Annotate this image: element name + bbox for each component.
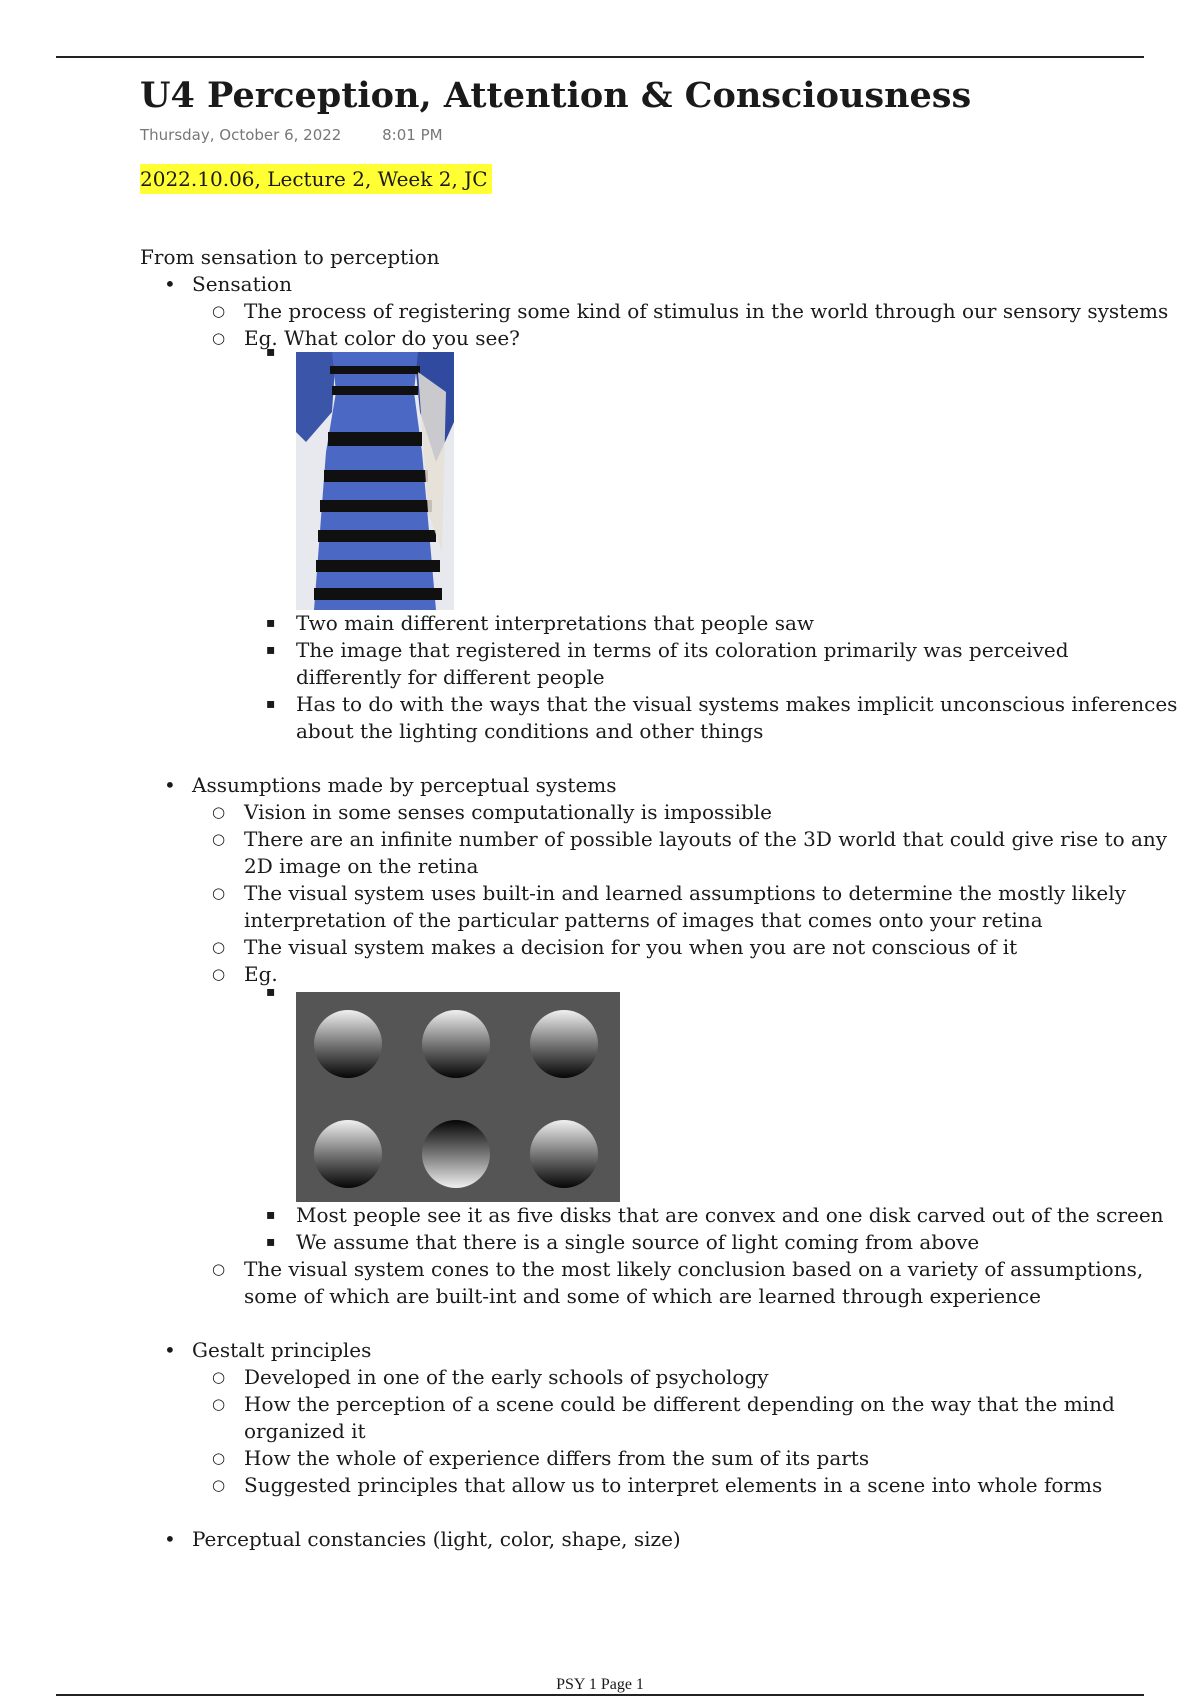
list-item: ○ There are an infinite number of possible layouts of the 3D world that could give rise to any 2D image on the retina bbox=[192, 826, 1180, 880]
disks-image-item bbox=[244, 992, 1180, 1202]
note-time: 8:01 PM bbox=[382, 126, 443, 144]
sensation-subitems bbox=[244, 352, 1180, 745]
intro-line: From sensation to perception bbox=[140, 245, 440, 269]
section-heading: Sensation bbox=[192, 272, 292, 296]
note-date: Thursday, October 6, 2022 bbox=[140, 126, 342, 144]
section-gestalt bbox=[140, 1337, 1180, 1526]
list-item: ▪ The image that registered in terms of its coloration primarily was perceived differently for different people bbox=[244, 637, 1180, 691]
convex-disk bbox=[314, 1010, 382, 1078]
section-sensation bbox=[140, 271, 1180, 772]
bottom-rule bbox=[56, 1694, 1144, 1696]
list-item: ○ How the whole of experience differs from the sum of its parts bbox=[192, 1445, 1180, 1472]
assumptions-items bbox=[192, 799, 1180, 1310]
list-item: ▪ Has to do with the ways that the visual systems makes implicit unconscious inferences about the lighting conditions and other things bbox=[244, 691, 1180, 745]
lecture-tag: 2022.10.06, Lecture 2, Week 2, JC bbox=[140, 164, 492, 194]
page-title: U4 Perception, Attention & Consciousness bbox=[140, 75, 972, 116]
list-item: ○ The process of registering some kind of stimulus in the world through our sensory systems bbox=[192, 298, 1180, 325]
section-heading: Assumptions made by perceptual systems bbox=[192, 773, 617, 797]
page-footer: PSY 1 Page 1 bbox=[556, 1676, 644, 1693]
section-constancies bbox=[140, 1526, 1180, 1553]
list-item: ○ Vision in some senses computationally is impossible bbox=[192, 799, 1180, 826]
list-item: ○ Developed in one of the early schools of psychology bbox=[192, 1364, 1180, 1391]
section-heading: Perceptual constancies (light, color, shape, size) bbox=[192, 1527, 681, 1551]
convex-disk bbox=[530, 1120, 598, 1188]
outline-list bbox=[140, 271, 1180, 1553]
convex-disk bbox=[530, 1010, 598, 1078]
dress-image-item bbox=[244, 352, 1180, 610]
list-item: ▪ Two main different interpretations that people saw bbox=[244, 610, 1180, 637]
list-item-text: Eg. What color do you see? bbox=[244, 326, 520, 350]
list-item: ○ How the perception of a scene could be different depending on the way that the mind organized it bbox=[192, 1391, 1180, 1445]
sensation-items bbox=[192, 298, 1180, 745]
convex-disk bbox=[314, 1120, 382, 1188]
dress-photo bbox=[296, 352, 454, 610]
concave-disk bbox=[422, 1120, 490, 1188]
list-item: ▪ We assume that there is a single source of light coming from above bbox=[244, 1229, 1180, 1256]
list-item bbox=[192, 325, 1180, 745]
top-rule bbox=[56, 56, 1144, 58]
assumptions-subitems bbox=[244, 992, 1180, 1256]
gestalt-items bbox=[192, 1364, 1180, 1499]
list-item: ○ The visual system cones to the most likely conclusion based on a variety of assumptions, some of which are built-int and some of which are learned through experience bbox=[192, 1256, 1180, 1310]
note-content bbox=[140, 72, 1180, 1553]
convex-disk bbox=[422, 1010, 490, 1078]
list-item: ○ Suggested principles that allow us to interpret elements in a scene into whole forms bbox=[192, 1472, 1180, 1499]
list-item bbox=[192, 961, 1180, 1256]
shaded-disks-figure bbox=[296, 992, 620, 1202]
list-item-text: Eg. bbox=[244, 962, 278, 986]
list-item: ▪ Most people see it as five disks that are convex and one disk carved out of the screen bbox=[244, 1202, 1180, 1229]
section-heading: Gestalt principles bbox=[192, 1338, 372, 1362]
list-item: ○ The visual system uses built-in and learned assumptions to determine the mostly likely interpretation of the particular patterns of images that comes onto your retina bbox=[192, 880, 1180, 934]
note-timestamp bbox=[140, 126, 1180, 150]
section-assumptions bbox=[140, 772, 1180, 1337]
list-item: ○ The visual system makes a decision for you when you are not conscious of it bbox=[192, 934, 1180, 961]
